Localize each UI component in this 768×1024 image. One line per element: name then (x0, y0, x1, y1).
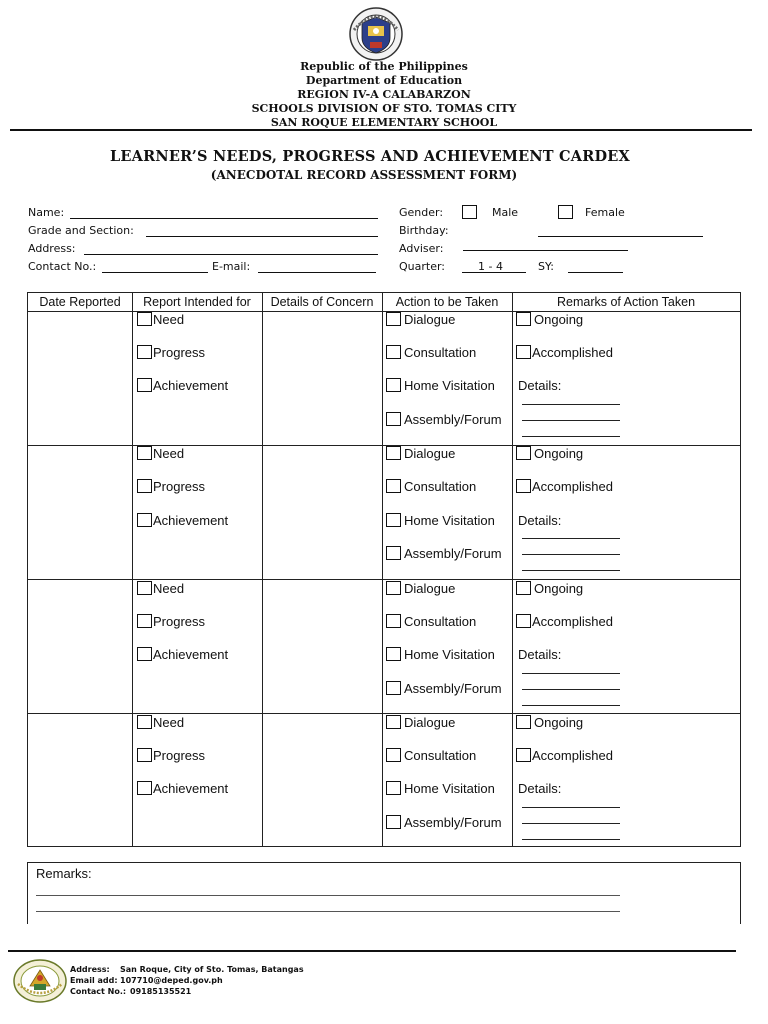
details-label: Details: (518, 781, 562, 796)
checkbox[interactable] (516, 446, 531, 460)
female-checkbox[interactable] (558, 205, 573, 219)
checkbox[interactable] (386, 581, 401, 595)
birthday-label: Birthday: (399, 224, 449, 237)
contact-field[interactable] (102, 272, 208, 273)
checkbox[interactable] (137, 581, 152, 595)
checkbox[interactable] (386, 378, 401, 392)
report-option-progress[interactable]: Progress (137, 479, 205, 495)
footer-contact-label: Contact No.: (70, 987, 127, 996)
checkbox[interactable] (386, 312, 401, 326)
details-line[interactable] (522, 839, 620, 840)
report-option-achievement[interactable]: Achievement (137, 513, 228, 529)
remarks-label: Remarks: (36, 866, 92, 881)
checkbox[interactable] (516, 345, 531, 359)
school-line: SAN ROQUE ELEMENTARY SCHOOL (270, 116, 498, 129)
col-divider (382, 293, 383, 846)
row-divider (28, 579, 740, 580)
remarks-line[interactable] (36, 895, 620, 896)
grade-section-field[interactable] (146, 236, 378, 237)
checkbox[interactable] (386, 513, 401, 527)
action-option-home-visitation[interactable]: Home Visitation (386, 378, 495, 394)
footer-email-label: Email add: (70, 976, 118, 985)
remark-option-ongoing[interactable]: Ongoing (516, 715, 583, 731)
details-label: Details: (518, 513, 562, 528)
action-option-consultation[interactable]: Consultation (386, 614, 476, 630)
report-option-need[interactable]: Need (137, 312, 184, 328)
quarter-field[interactable] (462, 272, 526, 273)
action-option-consultation[interactable]: Consultation (386, 479, 476, 495)
remark-option-ongoing[interactable]: Ongoing (516, 312, 583, 328)
remark-option-ongoing[interactable]: Ongoing (516, 581, 583, 597)
checkbox[interactable] (137, 513, 152, 527)
header-row-divider (28, 311, 740, 312)
checkbox[interactable] (516, 748, 531, 762)
action-option-dialogue[interactable]: Dialogue (386, 312, 455, 328)
school-logo-icon (12, 958, 68, 1004)
department-line: Department of Education (305, 74, 463, 87)
details-line[interactable] (522, 705, 620, 706)
action-option-consultation[interactable]: Consultation (386, 345, 476, 361)
details-line[interactable] (522, 404, 620, 405)
footer-contact-value: 09185135521 (130, 987, 192, 996)
col-header-remarks: Remarks of Action Taken (556, 295, 696, 309)
report-option-need[interactable]: Need (137, 446, 184, 462)
checkbox[interactable] (386, 479, 401, 493)
male-label: Male (492, 206, 519, 219)
checkbox[interactable] (386, 546, 401, 560)
division-line: SCHOOLS DIVISION OF STO. TOMAS CITY (251, 102, 517, 115)
sy-field[interactable] (568, 272, 623, 273)
details-line[interactable] (522, 554, 620, 555)
action-option-assembly-forum[interactable]: Assembly/Forum (386, 815, 502, 831)
address-field[interactable] (84, 254, 378, 255)
checkbox[interactable] (386, 681, 401, 695)
gender-label: Gender: (399, 206, 444, 219)
details-label: Details: (518, 378, 562, 393)
report-option-need[interactable]: Need (137, 715, 184, 731)
email-label: E-mail: (212, 260, 251, 273)
details-line[interactable] (522, 807, 620, 808)
action-option-assembly-forum[interactable]: Assembly/Forum (386, 412, 502, 428)
col-header-report: Report Intended for (143, 295, 251, 309)
details-label: Details: (518, 647, 562, 662)
action-option-dialogue[interactable]: Dialogue (386, 715, 455, 731)
col-divider (262, 293, 263, 846)
adviser-label: Adviser: (399, 242, 444, 255)
details-line[interactable] (522, 436, 620, 437)
action-option-home-visitation[interactable]: Home Visitation (386, 513, 495, 529)
action-option-dialogue[interactable]: Dialogue (386, 581, 455, 597)
form-subtitle: (ANECDOTAL RECORD ASSESSMENT FORM) (210, 168, 518, 182)
checkbox[interactable] (386, 446, 401, 460)
details-line[interactable] (522, 420, 620, 421)
checkbox[interactable] (516, 715, 531, 729)
checkbox[interactable] (516, 479, 531, 493)
cardex-table (27, 292, 741, 847)
form-title: LEARNER’S NEEDS, PROGRESS AND ACHIEVEMENT CARDEX (110, 148, 630, 165)
female-label: Female (585, 206, 625, 219)
checkbox[interactable] (386, 345, 401, 359)
details-line[interactable] (522, 689, 620, 690)
checkbox[interactable] (386, 781, 401, 795)
remark-option-ongoing[interactable]: Ongoing (516, 446, 583, 462)
col-header-date: Date Reported (39, 295, 121, 309)
footer-address-value: San Roque, City of Sto. Tomas, Batangas (120, 965, 304, 974)
footer-address-label: Address: (70, 965, 110, 974)
row-divider (28, 713, 740, 714)
checkbox[interactable] (386, 748, 401, 762)
sy-label: SY: (538, 260, 554, 273)
col-divider (132, 293, 133, 846)
checkbox[interactable] (386, 614, 401, 628)
action-option-home-visitation[interactable]: Home Visitation (386, 647, 495, 663)
email-field[interactable] (258, 272, 376, 273)
male-checkbox[interactable] (462, 205, 477, 219)
remark-option-accomplished[interactable]: Accomplished (516, 614, 613, 630)
details-line[interactable] (522, 538, 620, 539)
checkbox[interactable] (516, 312, 531, 326)
action-option-dialogue[interactable]: Dialogue (386, 446, 455, 462)
learner-info (0, 0, 768, 290)
name-label: Name: (28, 206, 65, 219)
region-line: REGION IV-A CALABARZON (297, 88, 471, 101)
report-option-need[interactable]: Need (137, 581, 184, 597)
checkbox[interactable] (137, 715, 152, 729)
footer-email-value[interactable]: 107710@deped.gov.ph (120, 976, 223, 985)
action-option-consultation[interactable]: Consultation (386, 748, 476, 764)
name-field[interactable] (70, 218, 378, 219)
checkbox[interactable] (137, 781, 152, 795)
remark-option-accomplished[interactable]: Accomplished (516, 479, 613, 495)
report-option-progress[interactable]: Progress (137, 345, 205, 361)
remarks-line[interactable] (36, 911, 620, 912)
col-header-action: Action to be Taken (395, 295, 499, 309)
action-option-assembly-forum[interactable]: Assembly/Forum (386, 546, 502, 562)
checkbox[interactable] (137, 479, 152, 493)
checkbox[interactable] (137, 748, 152, 762)
checkbox[interactable] (137, 446, 152, 460)
report-option-progress[interactable]: Progress (137, 748, 205, 764)
birthday-field[interactable] (538, 236, 703, 237)
checkbox[interactable] (386, 647, 401, 661)
republic-line: Republic of the Philippines (300, 60, 468, 73)
checkbox[interactable] (386, 412, 401, 426)
report-option-achievement[interactable]: Achievement (137, 781, 228, 797)
row-divider (28, 445, 740, 446)
checkbox[interactable] (137, 312, 152, 326)
remarks-box (27, 862, 741, 924)
quarter-value: 1 - 4 (478, 260, 503, 273)
address-label: Address: (28, 242, 76, 255)
action-option-home-visitation[interactable]: Home Visitation (386, 781, 495, 797)
col-header-details: Details of Concern (270, 295, 374, 309)
action-option-assembly-forum[interactable]: Assembly/Forum (386, 681, 502, 697)
checkbox[interactable] (137, 345, 152, 359)
footer-contact (70, 964, 304, 997)
remark-option-accomplished[interactable]: Accomplished (516, 345, 613, 361)
col-divider (512, 293, 513, 846)
checkbox[interactable] (137, 614, 152, 628)
checkbox[interactable] (386, 815, 401, 829)
report-option-achievement[interactable]: Achievement (137, 647, 228, 663)
checkbox[interactable] (516, 581, 531, 595)
adviser-field[interactable] (463, 250, 628, 251)
checkbox[interactable] (137, 647, 152, 661)
contact-label: Contact No.: (28, 260, 97, 273)
quarter-label: Quarter: (399, 260, 446, 273)
checkbox[interactable] (516, 614, 531, 628)
report-option-progress[interactable]: Progress (137, 614, 205, 630)
report-option-achievement[interactable]: Achievement (137, 378, 228, 394)
details-line[interactable] (522, 673, 620, 674)
checkbox[interactable] (137, 378, 152, 392)
details-line[interactable] (522, 570, 620, 571)
footer-divider (8, 950, 736, 952)
remark-option-accomplished[interactable]: Accomplished (516, 748, 613, 764)
grade-section-label: Grade and Section: (28, 224, 134, 237)
checkbox[interactable] (386, 715, 401, 729)
details-line[interactable] (522, 823, 620, 824)
